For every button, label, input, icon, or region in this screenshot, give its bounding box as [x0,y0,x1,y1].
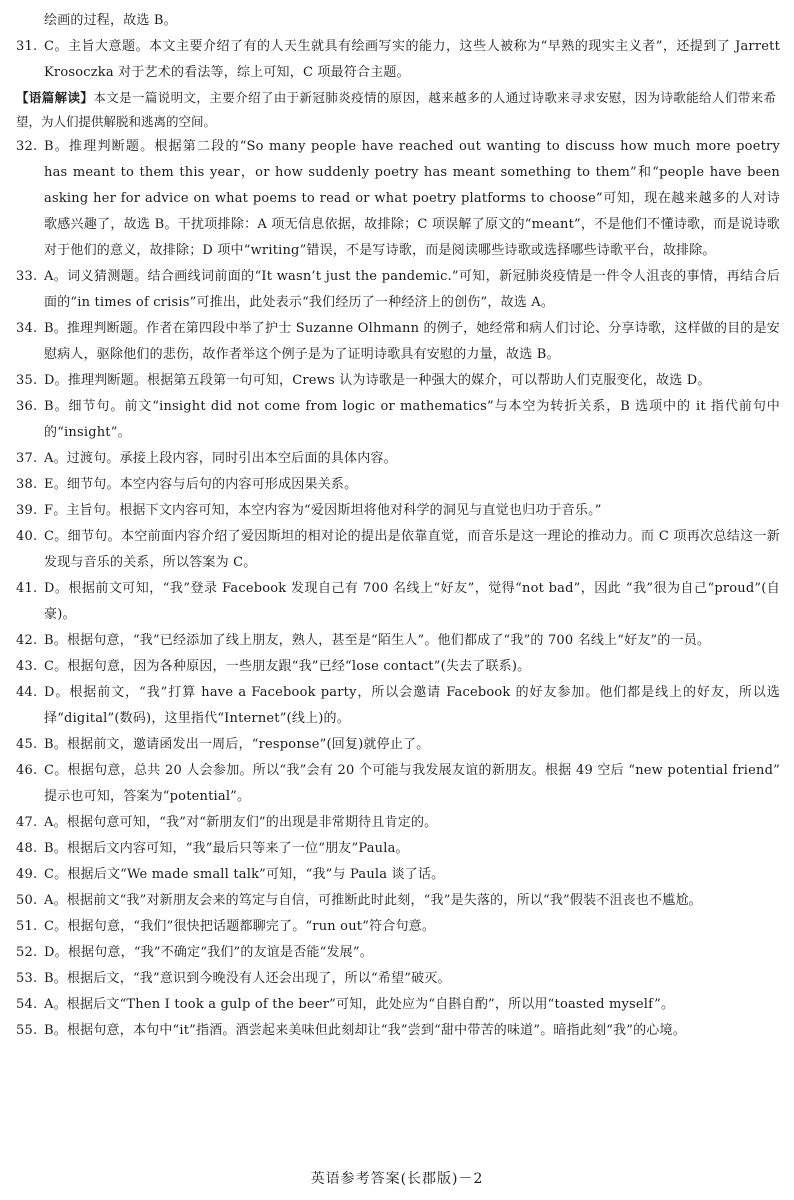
question-number: 32. [16,139,38,154]
answer-explanation: F。主旨句。根据下文内容可知，本空内容为“爱因斯坦将他对科学的洞见与直觉也归功于音乐。” [44,503,602,518]
answer-explanation: B。根据句意，“我”已经添加了线上朋友，熟人，甚至是“陌生人”。他们都成了“我”的 700 名线上“好友”的一员。 [44,633,711,648]
answer-item [16,498,780,524]
question-number: 49. [16,867,38,882]
answer-item [16,862,780,888]
question-number: 35. [16,373,38,388]
answer-item [16,316,780,368]
answer-item [16,576,780,628]
answer-item [16,34,780,86]
question-number: 52. [16,945,38,960]
answer-explanation: A。词义猜测题。结合画线词前面的“It wasn’t just the pandemic.”可知，新冠肺炎疫情是一件令人沮丧的事情，再结合后面的“in times of crisis”可推出，此处表示“我们经历了一种经济上的创伤”，故选 A。 [44,269,780,310]
answer-explanation: D。推理判断题。根据第五段第一句可知，Crews 认为诗歌是一种强大的媒介，可以帮助人们克服变化，故选 D。 [44,373,711,388]
answer-item [16,758,780,810]
answer-item [16,966,780,992]
answer-explanation: C。根据句意，因为各种原因，一些朋友跟“我”已经“lose contact”(失去了联系)。 [44,659,531,674]
question-number: 40. [16,529,38,544]
answer-item [16,992,780,1018]
question-number: 41. [16,581,38,596]
question-number: 33. [16,269,38,284]
answer-item [16,1018,780,1044]
question-number: 31. [16,39,38,54]
answer-item [16,680,780,732]
answer-item [16,940,780,966]
question-number: 46. [16,763,38,778]
question-number: 43. [16,659,38,674]
answer-item [16,914,780,940]
answer-explanation: B。推理判断题。作者在第四段中举了护士 Suzanne Olhmann 的例子，她经常和病人们讨论、分享诗歌，这样做的目的是安慰病人，驱除他们的悲伤，故作者举这个例子是为了证明诗歌具有安慰的力量，故选 B。 [44,321,780,362]
answer-list-b [16,134,780,1044]
answer-item [16,446,780,472]
answer-explanation: C。根据后文“We made small talk”可知，“我”与 Paula 谈了话。 [44,867,445,882]
question-number: 55. [16,1023,38,1038]
question-number: 54. [16,997,38,1012]
analysis-text: 本文是一篇说明文，主要介绍了由于新冠肺炎疫情的原因，越来越多的人通过诗歌来寻求安慰，因为诗歌能给人们带来希望，为人们提供解脱和逃离的空间。 [16,90,776,129]
answer-item [16,628,780,654]
answer-item [16,368,780,394]
page-footer: 英语参考答案(长郡版)－2 [310,1171,484,1187]
answer-explanation: E。细节句。本空内容与后句的内容可形成因果关系。 [44,477,358,492]
answer-explanation: A。根据前文“我”对新朋友会来的笃定与自信，可推断此时此刻，“我”是失落的，所以“我”假装不沮丧也不尴尬。 [44,893,702,908]
answer-explanation: A。根据句意可知，“我”对“新朋友们”的出现是非常期待且肯定的。 [44,815,438,830]
answer-list-a [16,34,780,86]
answer-item [16,836,780,862]
analysis-tag: 【语篇解读】 [16,90,94,105]
passage-analysis [16,86,780,134]
lead-line [16,8,780,34]
answer-explanation: A。根据后文“Then I took a gulp of the beer”可知，此处应为“自斟自酌”，所以用“toasted myself”。 [44,997,675,1012]
answer-explanation: B。细节句。前文“insight did not come from logic or mathematics”与本空为转折关系，B 选项中的 it 指代前句中的“insight”。 [44,399,780,440]
question-number: 34. [16,321,38,336]
answer-item [16,134,780,264]
answer-explanation: B。根据句意，本句中“it”指酒。酒尝起来美味但此刻却让“我”尝到“甜中带苦的味道”。暗指此刻“我”的心境。 [44,1023,686,1038]
answer-item [16,654,780,680]
answer-explanation: D。根据句意，“我”不确定“我们”的友谊是否能“发展”。 [44,945,373,960]
answer-explanation: D。根据前文，“我”打算 have a Facebook party，所以会邀请 Facebook 的好友参加。他们都是线上的好友，所以选择“digital”(数码)，这里指代“Internet”(线上)的。 [44,685,780,726]
answer-explanation: C。根据句意，“我们”很快把话题都聊完了。“run out”符合句意。 [44,919,436,934]
question-number: 44. [16,685,38,700]
question-number: 37. [16,451,38,466]
answer-item [16,264,780,316]
question-number: 48. [16,841,38,856]
answer-item [16,394,780,446]
answer-explanation: B。根据前文，邀请函发出一周后，“response”(回复)就停止了。 [44,737,430,752]
answer-explanation: C。根据句意，总共 20 人会参加。所以“我”会有 20 个可能与我发展友谊的新朋友。根据 49 空后 “new potential friend” 提示也可知，答案为“potential”。 [44,763,780,804]
lead-text: 绘画的过程，故选 B。 [44,13,177,28]
question-number: 53. [16,971,38,986]
answer-explanation: D。根据前文可知，“我”登录 Facebook 发现自己有 700 名线上“好友”，觉得“not bad”，因此 “我”很为自己“proud”(自豪)。 [44,581,780,622]
answer-explanation: C。主旨大意题。本文主要介绍了有的人天生就具有绘画写实的能力，这些人被称为“早熟的现实主义者”，还提到了 Jarrett Krosoczka 对于艺术的看法等，综上可知，C 项最符合主题。 [44,39,780,80]
answer-explanation: B。根据后文，“我”意识到今晚没有人还会出现了，所以“希望”破灭。 [44,971,451,986]
answer-explanation: A。过渡句。承接上段内容，同时引出本空后面的具体内容。 [44,451,397,466]
answer-item [16,888,780,914]
answer-explanation: C。细节句。本空前面内容介绍了爱因斯坦的相对论的提出是依靠直觉，而音乐是这一理论的推动力。而 C 项再次总结这一新发现与音乐的关系，所以答案为 C。 [44,529,780,570]
question-number: 36. [16,399,38,414]
question-number: 38. [16,477,38,492]
question-number: 45. [16,737,38,752]
answer-item [16,524,780,576]
answer-explanation: B。根据后文内容可知，“我”最后只等来了一位“朋友”Paula。 [44,841,409,856]
answer-item [16,732,780,758]
question-number: 39. [16,503,38,518]
question-number: 51. [16,919,38,934]
answer-item [16,472,780,498]
question-number: 42. [16,633,38,648]
answer-explanation: B。推理判断题。根据第二段的“So many people have reached out wanting to discuss how much more poetry has meant to them this year，or how suddenly poetry has meant something to them”和“people have been asking her for advice on what poems to read or what poetry platforms to choose”可知，现在越来越多的人对诗歌感兴趣了，故选 B。干扰项排除：A 项无信息依据，故排除；C 项误解了原文的“meant”，不是他们不懂诗歌，而是说诗歌对于他们的意义，故排除；D 项中“writing”错误，不是写诗歌，而是阅读哪些诗歌或选择哪些诗歌平台，故排除。 [44,139,780,258]
question-number: 47. [16,815,38,830]
question-number: 50. [16,893,38,908]
answer-item [16,810,780,836]
